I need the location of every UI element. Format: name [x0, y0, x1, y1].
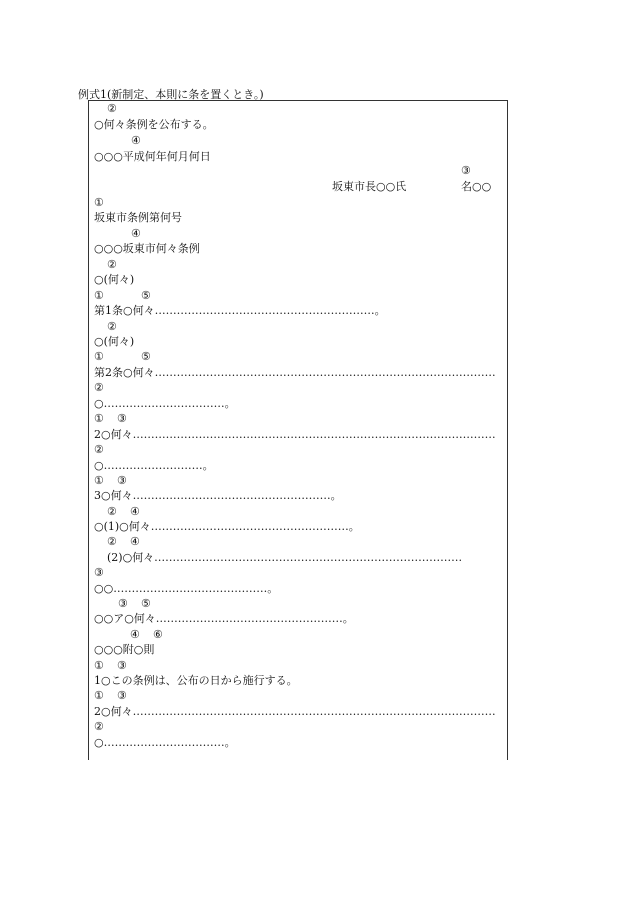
ref-mark: ③: [117, 412, 127, 425]
ref-mark: ③: [117, 689, 127, 702]
ref-mark: ④: [131, 227, 141, 240]
ref-mark: ②: [107, 320, 117, 333]
continuation-line: ○○……………………………………。: [94, 582, 279, 595]
ref-mark: ②: [107, 258, 117, 271]
ref-mark: ①: [94, 659, 104, 672]
ref-mark: ①: [94, 350, 104, 363]
ref-mark: ④: [130, 535, 140, 548]
mayor-name: 名○○: [461, 180, 492, 193]
ref-mark: ②: [107, 505, 117, 518]
subitem-a: ○○ア○何々……………………………………………。: [94, 612, 354, 625]
item-2: (2)○何々…………………………………………………………………………: [107, 551, 463, 564]
ref-mark: ②: [107, 535, 117, 548]
continuation-line: ○……………………………。: [94, 397, 236, 410]
ref-mark: ②: [107, 102, 117, 115]
paragraph-2: 2○何々………………………………………………………………………………………: [94, 428, 496, 441]
article-heading: ○(何々): [94, 273, 135, 286]
ref-mark: ⑥: [153, 628, 163, 641]
ref-mark: ⑤: [141, 289, 151, 302]
ref-mark: ⑤: [141, 597, 151, 610]
ref-mark: ①: [94, 689, 104, 702]
form-caption: 例式1(新制定、本則に条を置くとき。): [78, 88, 264, 101]
item-1: ○(1)○何々………………………………………………。: [94, 520, 360, 533]
ref-mark: ②: [94, 443, 104, 456]
ordinance-title: ○○○坂東市何々条例: [94, 242, 200, 255]
ref-mark: ⑤: [141, 350, 151, 363]
supplementary-2: 2○何々………………………………………………………………………………………: [94, 705, 496, 718]
ref-mark: ③: [94, 566, 104, 579]
ref-mark: ③: [117, 659, 127, 672]
ordinance-number: 坂東市条例第何号: [94, 211, 182, 224]
date-line: ○○○平成何年何月何日: [94, 150, 211, 163]
mayor-line: 坂東市長○○氏: [332, 180, 407, 193]
ref-mark: ②: [94, 720, 104, 733]
supplementary-1: 1○この条例は、公布の日から施行する。: [94, 674, 298, 687]
ref-mark: ③: [461, 164, 471, 177]
ref-mark: ④: [130, 628, 140, 641]
ref-mark: ①: [94, 412, 104, 425]
article-heading: ○(何々): [94, 335, 135, 348]
ref-mark: ③: [118, 597, 128, 610]
promulgation-line: ○何々条例を公布する。: [94, 118, 214, 131]
ref-mark: ④: [131, 134, 141, 147]
article-2: 第2条○何々…………………………………………………………………………………: [94, 366, 496, 379]
ref-mark: ④: [130, 505, 140, 518]
supplementary-heading: ○○○附○則: [94, 643, 155, 656]
ref-mark: ①: [94, 196, 104, 209]
paragraph-3: 3○何々………………………………………………。: [94, 489, 342, 502]
ref-mark: ①: [94, 474, 104, 487]
continuation-line: ○………………………。: [94, 459, 214, 472]
ref-mark: ①: [94, 289, 104, 302]
continuation-line: ○……………………………。: [94, 736, 236, 749]
article-1: 第1条○何々……………………………………………………。: [94, 304, 386, 317]
ref-mark: ③: [117, 474, 127, 487]
ref-mark: ②: [94, 381, 104, 394]
